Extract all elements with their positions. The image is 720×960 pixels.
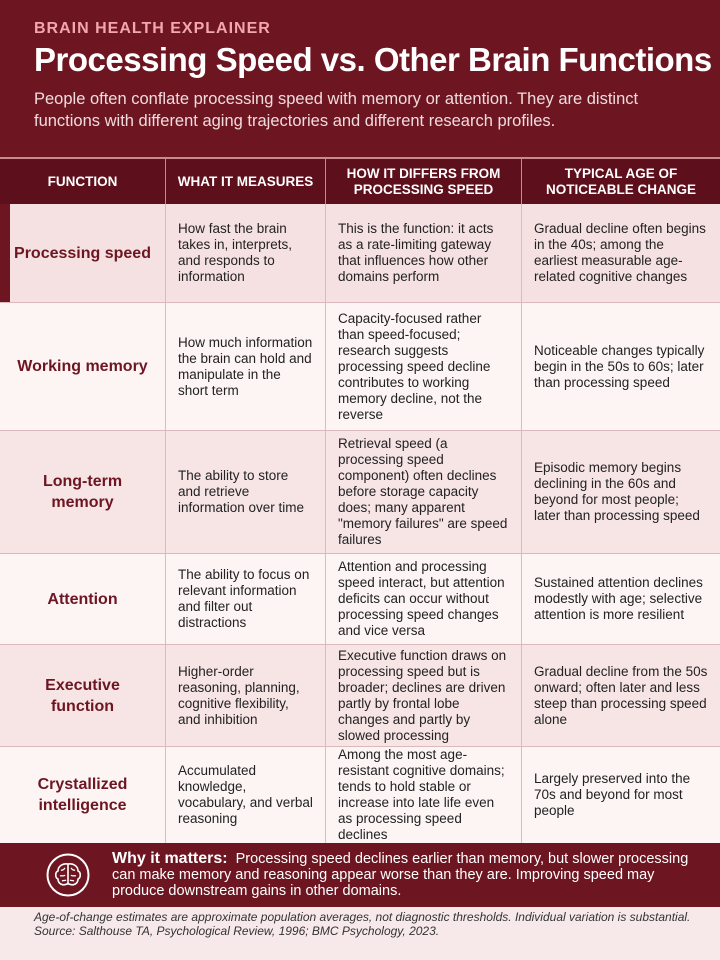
why-it-matters-text	[112, 851, 702, 899]
why-it-matters-body: Processing speed declines earlier than memory, but slower processing can make memory and reasoning appear worse than they are. Improving speed may produce downstream gains in other domains.	[112, 851, 689, 899]
function-name: Working memory	[0, 303, 166, 430]
differs-cell: This is the function: it acts as a rate-limiting gateway that influences how other domains perform	[326, 204, 522, 302]
page-title: Processing Speed vs. Other Brain Functions	[34, 41, 712, 78]
header-banner	[0, 0, 720, 157]
function-name: Executive function	[0, 645, 166, 746]
differs-cell: Attention and processing speed interact, but attention deficits can occur without processing speed changes and vice versa	[326, 554, 522, 644]
table-row-processing-speed	[0, 204, 720, 303]
table-row-long-term-memory	[0, 431, 720, 554]
differs-cell: Executive function draws on processing speed but is broader; declines are driven partly by frontal lobe changes and partly by slowed processing	[326, 645, 522, 746]
why-it-matters-label: Why it matters:	[112, 850, 228, 867]
age-cell: Gradual decline from the 50s onward; often later and less steep than processing speed alone	[534, 663, 708, 727]
measures-cell: Accumulated knowledge, vocabulary, and verbal reasoning	[166, 747, 326, 843]
table-row-attention	[0, 554, 720, 645]
age-cell: Noticeable changes typically begin in the 50s to 60s; later than processing speed	[534, 342, 705, 390]
age-cell: Largely preserved into the 70s and beyond for most people	[534, 771, 691, 818]
brain-icon	[46, 853, 90, 897]
column-header-function: FUNCTION	[0, 159, 166, 204]
function-name: Attention	[0, 554, 166, 644]
eyebrow-label: BRAIN HEALTH EXPLAINER	[34, 20, 271, 37]
table-row-working-memory	[0, 303, 720, 431]
table-header	[0, 157, 720, 204]
why-it-matters-banner	[0, 843, 720, 907]
measures-cell: The ability to store and retrieve information over time	[166, 431, 326, 553]
differs-cell: Retrieval speed (a processing speed component) often declines before storage capacity does; many apparent "memory failures" are speed failures	[326, 431, 522, 553]
measures-cell: Higher-order reasoning, planning, cognitive flexibility, and inhibition	[166, 645, 326, 746]
measures-cell: How much information the brain can hold and manipulate in the short term	[166, 303, 326, 430]
function-name: Long-term memory	[0, 431, 166, 553]
column-header-measures: WHAT IT MEASURES	[166, 159, 326, 204]
comparison-table	[0, 204, 720, 843]
column-header-age: TYPICAL AGE OF NOTICEABLE CHANGE	[545, 165, 696, 197]
page-subtitle: People often conflate processing speed with memory or attention. They are distinct functions with different aging trajectories and different research profiles.	[34, 90, 639, 130]
column-header-differs: HOW IT DIFFERS FROM PROCESSING SPEED	[326, 159, 522, 204]
table-row-executive-function	[0, 645, 720, 747]
footnote: Age-of-change estimates are approximate population averages, not diagnostic thresholds. Individual variation is substantial. Source: Salthouse TA, Psychological Review, 1996; BMC Psychology, 2023.	[34, 910, 691, 938]
differs-cell: Capacity-focused rather than speed-focused; research suggests processing speed decline contributes to working memory decline, not the reverse	[326, 303, 522, 430]
measures-cell: How fast the brain takes in, interprets, and responds to information	[166, 204, 326, 302]
differs-cell: Among the most age-resistant cognitive domains; tends to hold stable or increase into late life even as processing speed declines	[326, 747, 522, 843]
function-name: Crystallized intelligence	[0, 747, 166, 843]
age-cell: Sustained attention declines modestly with age; selective attention is more resilient	[534, 575, 703, 622]
measures-cell: The ability to focus on relevant information and filter out distractions	[166, 554, 326, 644]
age-cell: Gradual decline often begins in the 40s; among the earliest measurable age-related cognitive changes	[534, 221, 706, 284]
age-cell: Episodic memory begins declining in the 60s and beyond for most people; later than processing speed	[534, 460, 700, 523]
table-row-crystallized-intelligence	[0, 747, 720, 843]
function-name: Processing speed	[0, 204, 166, 302]
